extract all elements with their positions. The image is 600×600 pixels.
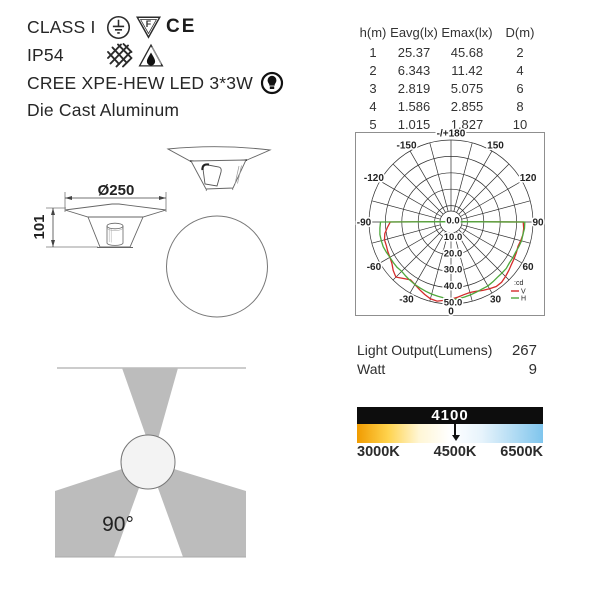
polar-spoke (393, 230, 443, 280)
ip-rating-label: IP54 (27, 44, 64, 65)
polar-angle-label: -30 (399, 294, 414, 306)
polar-angle-label: -60 (366, 262, 382, 273)
cct-marked-value: 4100 (431, 407, 469, 424)
earth-ground-icon (106, 15, 131, 40)
table-cell: 1.827 (450, 116, 484, 132)
height-label: 101 (31, 214, 48, 240)
polar-spoke (459, 164, 509, 214)
polar-radial-label: 50.0 (443, 297, 463, 309)
polar-angle-label: 0 (448, 306, 454, 318)
water-drop-triangle-icon (138, 43, 164, 68)
cct-label-6500k: 6500K (500, 444, 543, 460)
polar-angle-label: -150 (396, 140, 417, 152)
polar-angle-label: 120 (519, 173, 537, 184)
ip-cert-icons (106, 43, 164, 68)
class-cert-icons (106, 15, 196, 40)
material-label: Die Cast Aluminum (27, 99, 180, 120)
polar-chart-svg (356, 128, 544, 318)
polar-spoke (459, 230, 509, 280)
table-cell: 4 (369, 98, 377, 114)
cct-arrowhead-icon (452, 435, 460, 441)
cct-scale-labels (357, 444, 543, 462)
table-header-cell: Emax(lx) (441, 25, 493, 40)
table-cell: 5 (369, 116, 377, 132)
beam-angle-diagram (50, 360, 250, 565)
spec-line-ip (27, 42, 164, 68)
table-cell: 25.37 (397, 44, 431, 60)
spec-line-class (27, 14, 196, 40)
cct-gradient-bar (357, 424, 543, 443)
spec-line-material (27, 97, 179, 123)
lumens-value: 267 (511, 342, 537, 359)
watt-row (357, 361, 543, 380)
table-cell: 45.68 (450, 44, 484, 60)
right-beam-wedge (158, 469, 246, 557)
table-cell: 4 (516, 62, 524, 78)
polar-angle-label: -/+180 (436, 128, 466, 140)
polar-radial-label: 20.0 (443, 248, 463, 260)
polar-radial-label: 10.0 (443, 231, 463, 243)
cct-arrow (454, 424, 456, 435)
photometric-polar-chart (355, 128, 545, 318)
table-cell: 1.015 (397, 116, 431, 132)
watt-label: Watt (357, 361, 386, 377)
table-cell: 2 (516, 44, 524, 60)
table-cell: 5.075 (450, 80, 484, 96)
cct-value-bar (357, 407, 543, 424)
polar-angle-label: -120 (363, 173, 384, 184)
iso-top-disc (168, 147, 270, 163)
table-cell: 2.819 (397, 80, 431, 96)
table-cell: 10 (512, 116, 528, 132)
up-beam-wedge (122, 368, 178, 439)
output-block (357, 342, 543, 380)
table-header-cell: h(m) (359, 25, 387, 40)
table-cell: 1.586 (397, 98, 431, 114)
polar-angle-label: 150 (487, 140, 504, 152)
lamp-circle (121, 435, 175, 489)
polar-radial-label: 30.0 (443, 264, 463, 276)
isometric-view-drawing (160, 133, 280, 203)
table-cell: 8 (516, 98, 524, 114)
polar-radial-label: 40.0 (443, 281, 463, 293)
polar-radial-label: 0.0 (446, 215, 460, 227)
front-view-drawing (30, 180, 180, 258)
cct-block (357, 407, 543, 462)
table-cell: 11.42 (451, 62, 483, 78)
table-header-cell: Eavg(lx) (390, 25, 438, 40)
polar-angle-label: -90 (356, 217, 372, 229)
top-view-drawing (162, 212, 274, 322)
watt-value: 9 (528, 361, 537, 378)
cct-label-4500k: 4500K (433, 444, 477, 460)
spec-line-led (27, 70, 284, 96)
legend-unit-label: :cd (514, 280, 524, 287)
polar-spoke (393, 164, 443, 214)
table-cell: 3 (369, 80, 377, 96)
table-cell: 6 (516, 80, 524, 96)
lumens-label: Light Output(Lumens) (357, 342, 493, 358)
mesh-icon (106, 43, 133, 68)
class-label: CLASS I (27, 16, 96, 37)
table-cell: 2.855 (450, 98, 484, 114)
table-cell: 2 (369, 62, 377, 78)
polar-angle-label: 30 (489, 294, 502, 306)
table-cell: 1 (369, 44, 377, 60)
diameter-label: Ø250 (97, 182, 135, 199)
f-mark-triangle-icon (136, 15, 161, 39)
table-cell: 6.343 (397, 62, 431, 78)
svg-text:F: F (145, 19, 152, 29)
polar-angle-label: 90 (532, 217, 544, 229)
polar-angle-label: 60 (522, 262, 534, 273)
lamp-circle-icon (260, 71, 284, 95)
cct-label-3000k: 3000K (357, 444, 400, 460)
led-spec-label: CREE XPE-HEW LED 3*3W (27, 72, 253, 93)
table-header-cell: D(m) (505, 25, 535, 40)
beam-angle-label: 90° (102, 513, 134, 536)
lumens-row (357, 342, 543, 361)
legend-series-label: H (521, 295, 527, 303)
legend-series-label: V (521, 288, 526, 296)
ce-mark: CE (166, 16, 197, 37)
photometry-table (355, 22, 543, 133)
top-view-circle (167, 216, 268, 317)
